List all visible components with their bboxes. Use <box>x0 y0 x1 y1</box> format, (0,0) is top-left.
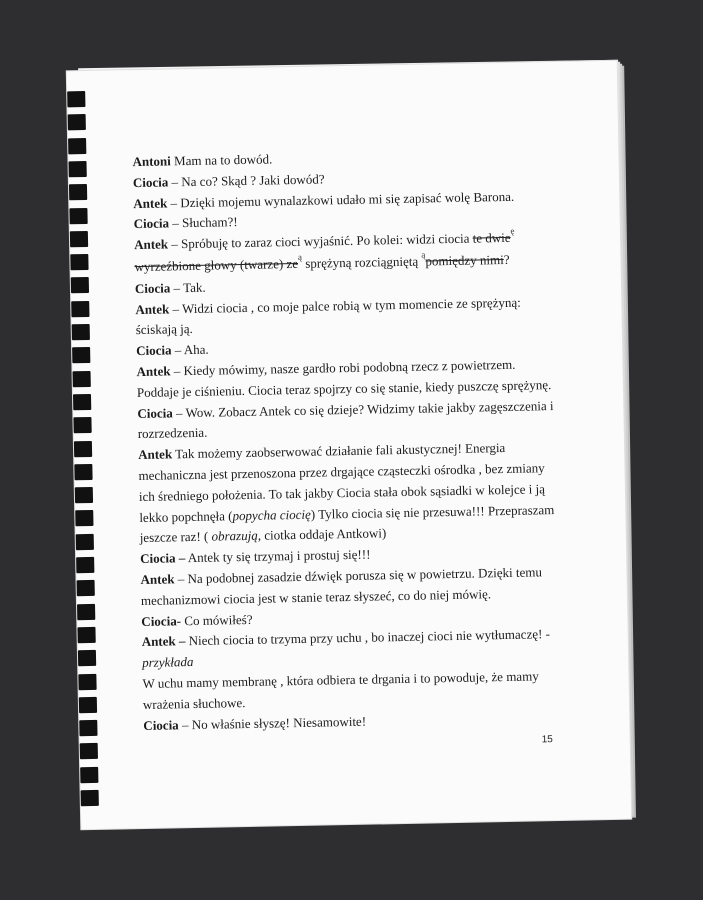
line: Antek – Widzi ciocia , co moje palce robią w tym momencie ze sprężyną: <box>135 294 521 317</box>
binding-ring <box>73 371 91 387</box>
binding-ring <box>81 790 99 806</box>
line: Antek – Dzięki mojemu wynalazkowi udało mi się zapisać wolę Barona. <box>133 188 515 211</box>
line: przykłada <box>141 654 194 671</box>
binding-ring <box>79 697 97 713</box>
line: Ciocia – Na co? Skąd ? Jaki dowód? <box>132 171 325 190</box>
struck-text: pomiędzy nimi <box>425 251 504 269</box>
binding-ring <box>73 394 91 410</box>
line: Ciocia- Co mówiłeś? <box>141 611 253 629</box>
binding-ring <box>77 603 95 619</box>
line: wyrzeźbione głowy (twarze) $ze^ą$ sprężyną rozciągniętą $^ą$pomiędzy nimi? <box>134 249 510 275</box>
dialogue-text <box>132 144 553 736</box>
line: Ciocia – Słucham?! <box>133 214 238 232</box>
line: ściskają ją. <box>135 321 193 338</box>
line: lekko popchnęła (popycha ciocię) Tylko ciocia się nie przesuwa!!! Przepraszam <box>139 501 555 525</box>
line: W uchu mamy membranę , która odbiera te drgania i to powoduje, że mamy <box>142 668 539 691</box>
line: Ciocia – Wow. Zobacz Antek co się dzieje? Widzimy takie jakby zagęszczenia i <box>137 397 554 421</box>
spiral-binding <box>67 91 105 821</box>
binding-ring <box>77 580 95 596</box>
binding-ring <box>75 487 93 503</box>
line: Antek – Na podobnej zasadzie dźwięk porusza się w powietrzu. Dzięki temu <box>140 564 543 587</box>
binding-ring <box>74 464 92 480</box>
binding-ring <box>68 114 86 130</box>
binding-ring <box>73 417 91 433</box>
book-page <box>67 61 631 829</box>
binding-ring <box>76 557 94 573</box>
binding-ring <box>78 650 96 666</box>
line: Antek – Niech ciocia to trzyma przy uchu , bo inaczej cioci nie wytłumaczę! - <box>141 626 551 650</box>
binding-ring <box>70 231 88 247</box>
binding-ring <box>70 254 88 270</box>
line: ich średniego położenia. To tak jakby Ciocia stała obok sąsiadki w kolejce i ją <box>138 480 546 504</box>
line: jeszcze raz! ( obrazują, ciotka oddaje Antkowi) <box>139 525 387 546</box>
line: Antek Tak możemy zaobserwować działanie fali akustycznej! Energia <box>138 440 506 463</box>
line: Ciocia – Aha. <box>136 341 209 359</box>
binding-ring <box>69 184 87 200</box>
binding-ring <box>72 324 90 340</box>
struck-text: te dwie <box>472 230 511 246</box>
binding-ring <box>71 277 89 293</box>
handwritten-mark: ę <box>510 225 515 237</box>
binding-ring <box>74 440 92 456</box>
line: wrażenia słuchowe. <box>142 694 246 712</box>
line: Antek – Spróbuję to zaraz cioci wyjaśnić. Po kolei: widzi ciocia te dwie$^ę$ <box>133 225 515 253</box>
binding-ring <box>69 207 87 223</box>
line: Poddaje je ciśnieniu. Ciocia teraz spojrzy co się stanie, kiedy puszczę sprężynę. <box>136 376 552 400</box>
binding-ring <box>69 161 87 177</box>
struck-text: wyrzeźbione głowy (twarze) ze <box>134 255 299 275</box>
binding-ring <box>78 673 96 689</box>
line: mechaniczna jest przenoszona przez drgające cząsteczki ośrodka , bez zmiany <box>138 460 545 483</box>
line: Ciocia – Antek ty się trzymaj i prostuj się!!! <box>139 546 371 567</box>
line: Ciocia – Tak. <box>134 279 206 296</box>
binding-ring <box>71 301 89 317</box>
line: Antek – Kiedy mówimy, nasze gardło robi podobną rzecz z powietrzem. <box>136 356 516 380</box>
line: mechanizmowi ciocia jest w stanie teraz słyszeć, co do niej mówię. <box>140 586 492 608</box>
line: Antoni Mam na to dowód. <box>132 151 273 170</box>
line: Ciocia – No właśnie słyszę! Niesamowite! <box>143 713 367 733</box>
line: rozrzedzenia. <box>137 425 208 442</box>
binding-ring <box>80 743 98 759</box>
binding-ring <box>80 767 98 783</box>
binding-ring <box>67 91 85 107</box>
binding-ring <box>76 534 94 550</box>
page-number: 15 <box>541 734 553 746</box>
binding-ring <box>68 138 86 154</box>
binding-ring <box>77 627 95 643</box>
binding-ring <box>72 347 90 363</box>
binding-ring <box>79 720 97 736</box>
binding-ring <box>75 510 93 526</box>
